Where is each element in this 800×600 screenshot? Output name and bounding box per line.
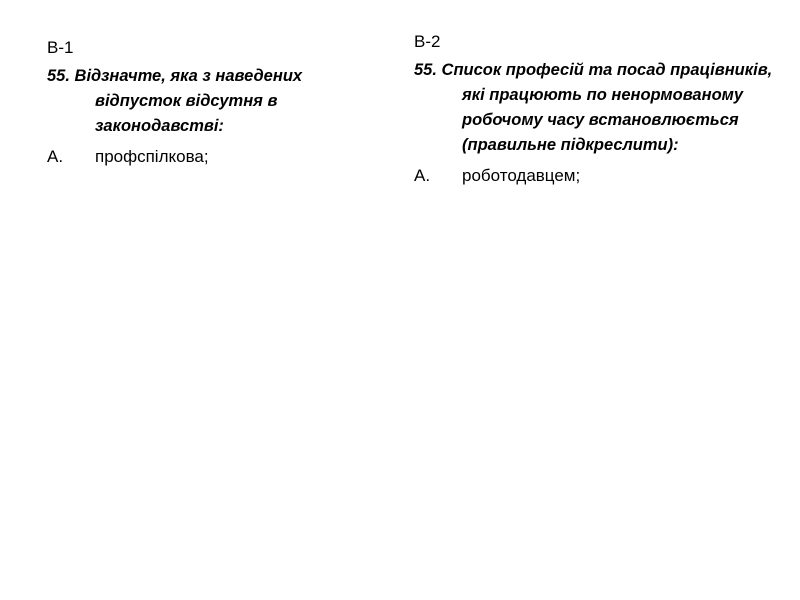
question-55 [414, 58, 774, 158]
question-text: Список професій та посад працівників, які працюють по ненормованому робочому часу встановлюється (правильне підкреслити): [441, 61, 773, 154]
option-text: роботодавцем; [462, 166, 581, 185]
option-letter: А. [47, 147, 64, 166]
question-55 [47, 64, 377, 139]
question-text: Відзначте, яка з наведених відпусток відсутня в законодавстві: [74, 67, 303, 135]
question-number: 55. [47, 67, 70, 85]
option-letter: А. [414, 166, 431, 185]
variant-label: В-2 [414, 32, 441, 51]
answer-option-a [47, 145, 377, 169]
answer-option-a [414, 164, 774, 188]
option-text: профспілкова; [95, 147, 209, 166]
variant-2-column [414, 30, 774, 188]
question-number: 55. [414, 61, 437, 79]
variant-label: В-1 [47, 38, 74, 57]
variant-1-column [47, 36, 377, 169]
